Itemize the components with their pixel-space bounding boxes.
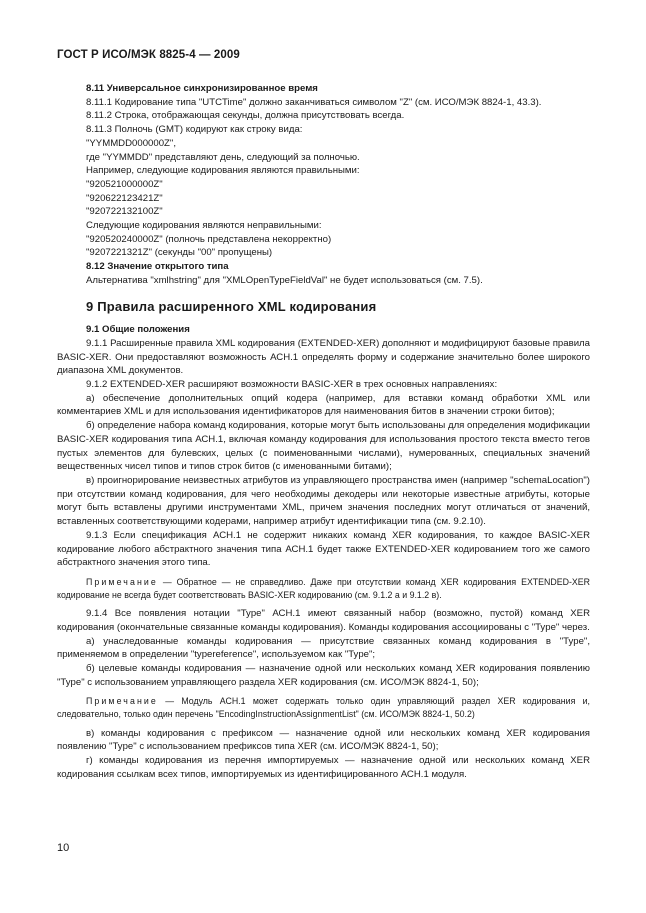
valid-example-1: "920521000000Z": [86, 178, 163, 190]
paragraph-9-1-1: 9.1.1 Расширенные правила XML кодирования (EXTENDED-XER) дополняют и модифицируют базовые правила BASIC-XER. Они предоставляют возможность АСН.1 определять форму и содержание значительно более широкого диапазона XML документов.: [57, 337, 590, 377]
paragraph-9-1-2-b: б) определение набора команд кодирования, которые могут быть использованы для определения модификации BASIC-XER кодирования типа АСН.1, включая команду кодирования для использования простого текста вместо тегов пустых элементов для булевских, целых (с поименованными числами), нумерованных, специальных значений вещественных чисел типов и типов строк битов (с именованными битами);: [57, 420, 590, 473]
valid-intro: Например, следующие кодирования являются правильными:: [86, 165, 360, 177]
valid-example-2: "920622123421Z": [86, 192, 163, 204]
invalid-example-1: "920520240000Z" (полночь представлена некорректно): [86, 233, 332, 245]
note-2: [57, 695, 590, 720]
note-1-text: — Обратное — не справедливо. Даже при отсутствии команд XER кодирования EXTENDED-XER кодирование не всегда будет соответствовать BASIC-XER кодированию (см. 9.1.2 а и 9.1.2 в).: [57, 576, 590, 600]
page-body: [57, 82, 590, 781]
note-1: [57, 576, 590, 601]
note-1-label: Примечание: [86, 576, 158, 587]
paragraph-9-1-2: 9.1.2 EXTENDED-XER расширяют возможности BASIC-XER в трех основных направлениях:: [86, 379, 498, 391]
paragraph-8-11-2: 8.11.2 Строка, отображающая секунды, должна присутствовать всегда.: [86, 110, 405, 122]
paragraph-8-12: Альтернатива "xmlhstring" для "XMLOpenTypeFieldVal" не будет использоваться (см. 7.5).: [86, 274, 483, 286]
note-2-label: Примечание: [86, 696, 158, 707]
section-8-12-heading: 8.12 Значение открытого типа: [86, 261, 229, 273]
page-header: ГОСТ Р ИСО/МЭК 8825-4 — 2009: [57, 49, 240, 61]
section-9-heading: 9 Правила расширенного XML кодирования: [86, 298, 377, 314]
paragraph-9-1-4-d: г) команды кодирования из перечня импортируемых — назначение одной или нескольких команд XER кодирования ссылкам всех типов, импортируемых из идентифицированного АСН.1 модуля.: [57, 754, 590, 780]
paragraph-8-11-3: 8.11.3 Полночь (GMT) кодируют как строку вида:: [86, 124, 303, 136]
paragraph-8-11-1: 8.11.1 Кодирование типа "UTCTime" должно заканчиваться символом "Z" (см. ИСО/МЭК 8824-1, 43.3).: [86, 96, 542, 108]
section-9-1-heading: 9.1 Общие положения: [86, 324, 190, 336]
paragraph-9-1-2-c: в) проигнорирование неизвестных атрибутов из управляющего пространства имен (например "schemaLocation") при отсутствии команд кодирования, для чего необходимы декодеры или некоторые известные атрибуты, которые могут быть вставлены другими инструментами XML, причем значения последних могут отличаться от значений, вставленных соответствующими кодерами, например атрибут идентификации типа (см. 9.2.10).: [57, 474, 590, 528]
paragraph-where: где "YYMMDD" представляют день, следующий за полночью.: [86, 151, 360, 163]
invalid-example-2: "9207221321Z" (секунды "00" пропущены): [86, 247, 273, 259]
invalid-intro: Следующие кодирования являются неправильными:: [86, 220, 322, 232]
paragraph-9-1-2-a: а) обеспечение дополнительных опций кодера (например, для вставки команд обработки XML или комментариев XML и для использования идентификаторов для наименования битов в значении строки битов);: [57, 392, 590, 418]
valid-example-3: "920722132100Z": [86, 206, 163, 218]
paragraph-9-1-4-b: б) целевые команды кодирования — назначение одной или нескольких команд XER кодирования появлению "Type" с использованием управляющего раздела XER кодирования (см. ИСО/МЭК 8824-1, 50);: [57, 662, 590, 688]
paragraph-9-1-3: 9.1.3 Если спецификация АСН.1 не содержит никаких команд XER кодирования, то каждое BASIC-XER кодирование любого абстрактного значения типа АСН.1 будет также EXTENDED-XER кодированием того же самого абстрактного значения этого типа.: [57, 529, 590, 569]
paragraph-9-1-4-a: а) унаследованные команды кодирования — присутствие связанных команд кодирования в "Type", применяемом в определении "typereference", используемом как "Type";: [57, 635, 590, 661]
section-8-11-heading: 8.11 Универсальное синхронизированное время: [86, 83, 318, 94]
paragraph-9-1-4-c: в) команды кодирования с префиксом — назначение одной или нескольких команд XER кодирования появлению "Type" с использованием префиксов типа XER (см. ИСО/МЭК 8824-1, 50);: [57, 727, 590, 753]
note-2-text: — Модуль АСН.1 может содержать только один управляющий раздел XER кодирования и, следовательно, только один перечень "EncodingInstructionAssignmentList" (см. ИСО/МЭК 8824-1, 50.2): [57, 696, 590, 719]
paragraph-9-1-4: 9.1.4 Все появления нотации "Type" АСН.1 имеют связанный набор (возможно, пустой) команд XER кодирования (окончательные связанные команды кодирования). Команды кодирования ассоциированы с "Type" через.: [57, 608, 590, 633]
code-midnight: "YYMMDD000000Z",: [86, 137, 176, 149]
page-number: 10: [57, 842, 70, 854]
